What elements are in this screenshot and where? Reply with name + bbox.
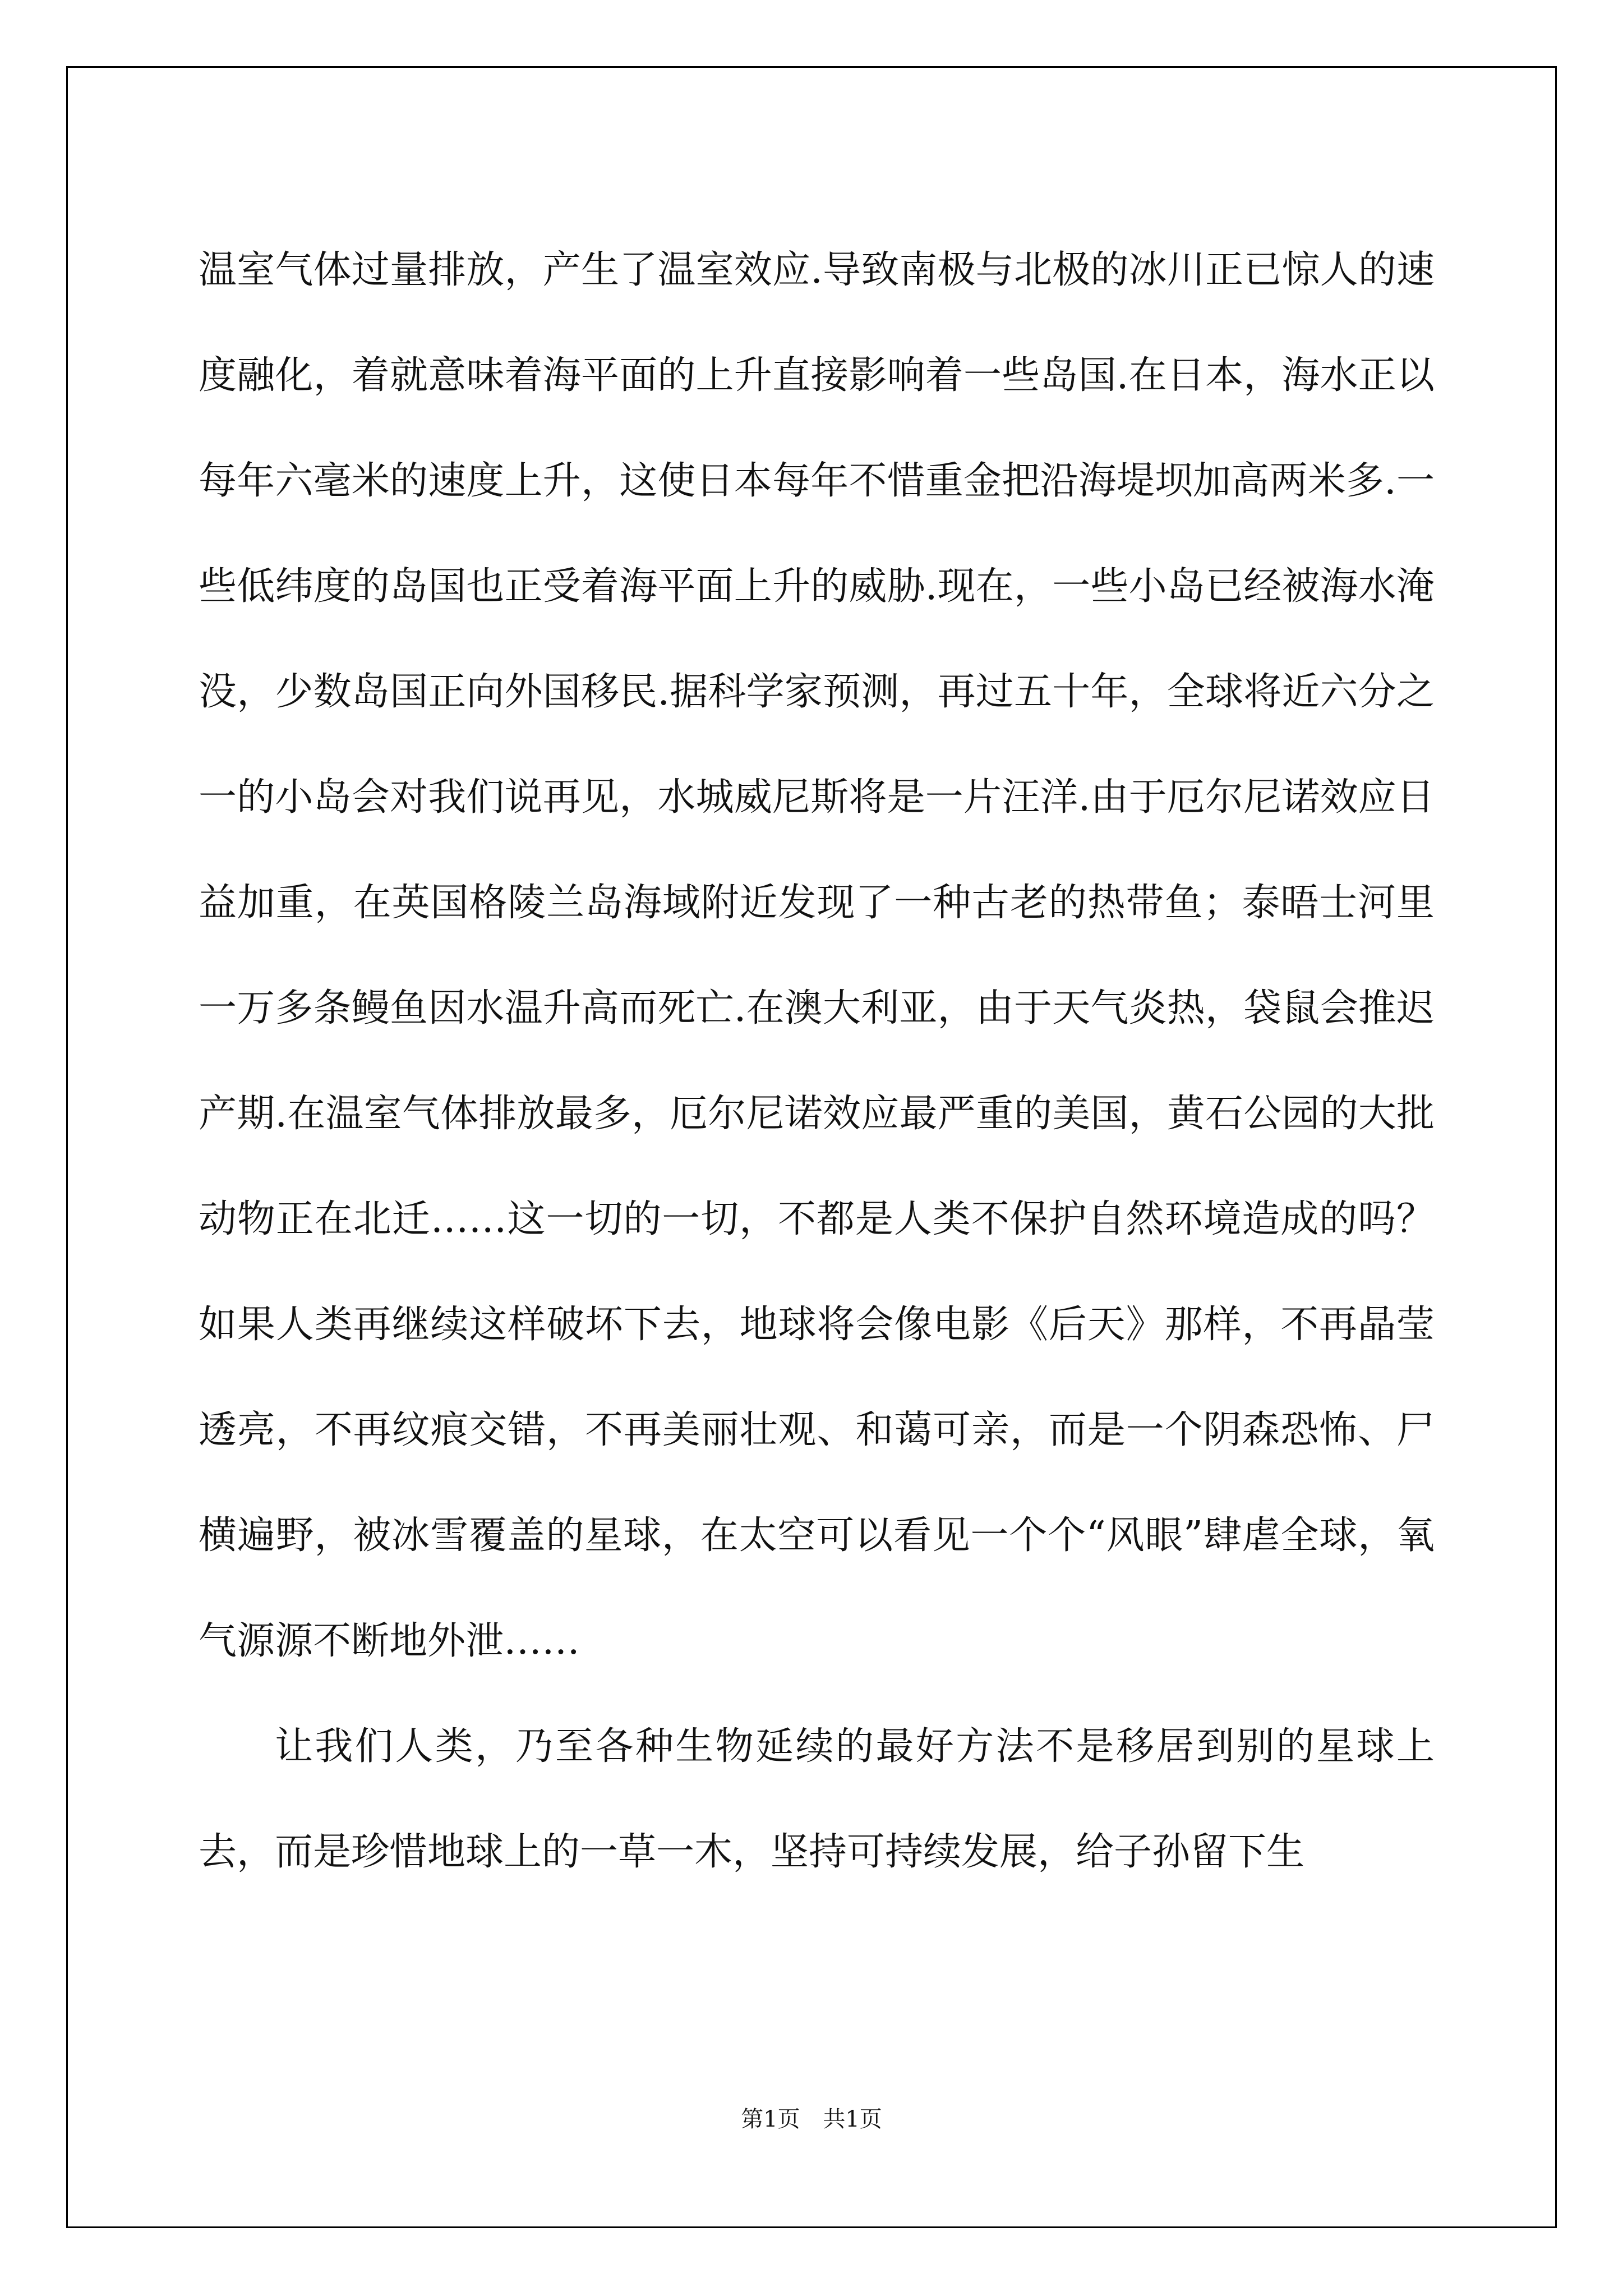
document-body bbox=[199, 218, 1435, 1905]
page-footer bbox=[0, 2101, 1623, 2133]
page-number-total: 共1页 bbox=[823, 2106, 882, 2132]
paragraph-2: 让我们人类，乃至各种生物延续的最好方法不是移居到别的星球上去，而是珍惜地球上的一草一木，坚持可持续发展，给子孙留下生 bbox=[199, 1724, 1435, 1874]
paragraph-1: 温室气体过量排放，产生了温室效应.导致南极与北极的冰川正已惊人的速度融化，着就意味着海平面的上升直接影响着一些岛国.在日本，海水正以每年六毫米的速度上升，这使日本每年不惜重金把沿海堤坝加高两米多.一些低纬度的岛国也正受着海平面上升的威胁.现在，一些小岛已经被海水淹没，少数岛国正向外国移民.据科学家预测，再过五十年，全球将近六分之一的小岛会对我们说再见，水城威尼斯将是一片汪洋.由于厄尔尼诺效应日益加重，在英国格陵兰岛海域附近发现了一种古老的热带鱼；泰晤士河里一万多条鳗鱼因水温升高而死亡.在澳大利亚，由于天气炎热，袋鼠会推迟产期.在温室气体排放最多，厄尔尼诺效应最严重的美国，黄石公园的大批动物正在北迁……这一切的一切，不都是人类不保护自然环境造成的吗？如果人类再继续这样破坏下去，地球将会像电影《后天》那样，不再晶莹透亮，不再纹痕交错，不再美丽壮观、和蔼可亲，而是一个阴森恐怖、尸横遍野，被冰雪覆盖的星球，在太空可以看见一个个“风眼”肆虐全球，氧气源源不断地外泄…… bbox=[199, 248, 1435, 1663]
page-number-current: 第1页 bbox=[741, 2106, 800, 2132]
